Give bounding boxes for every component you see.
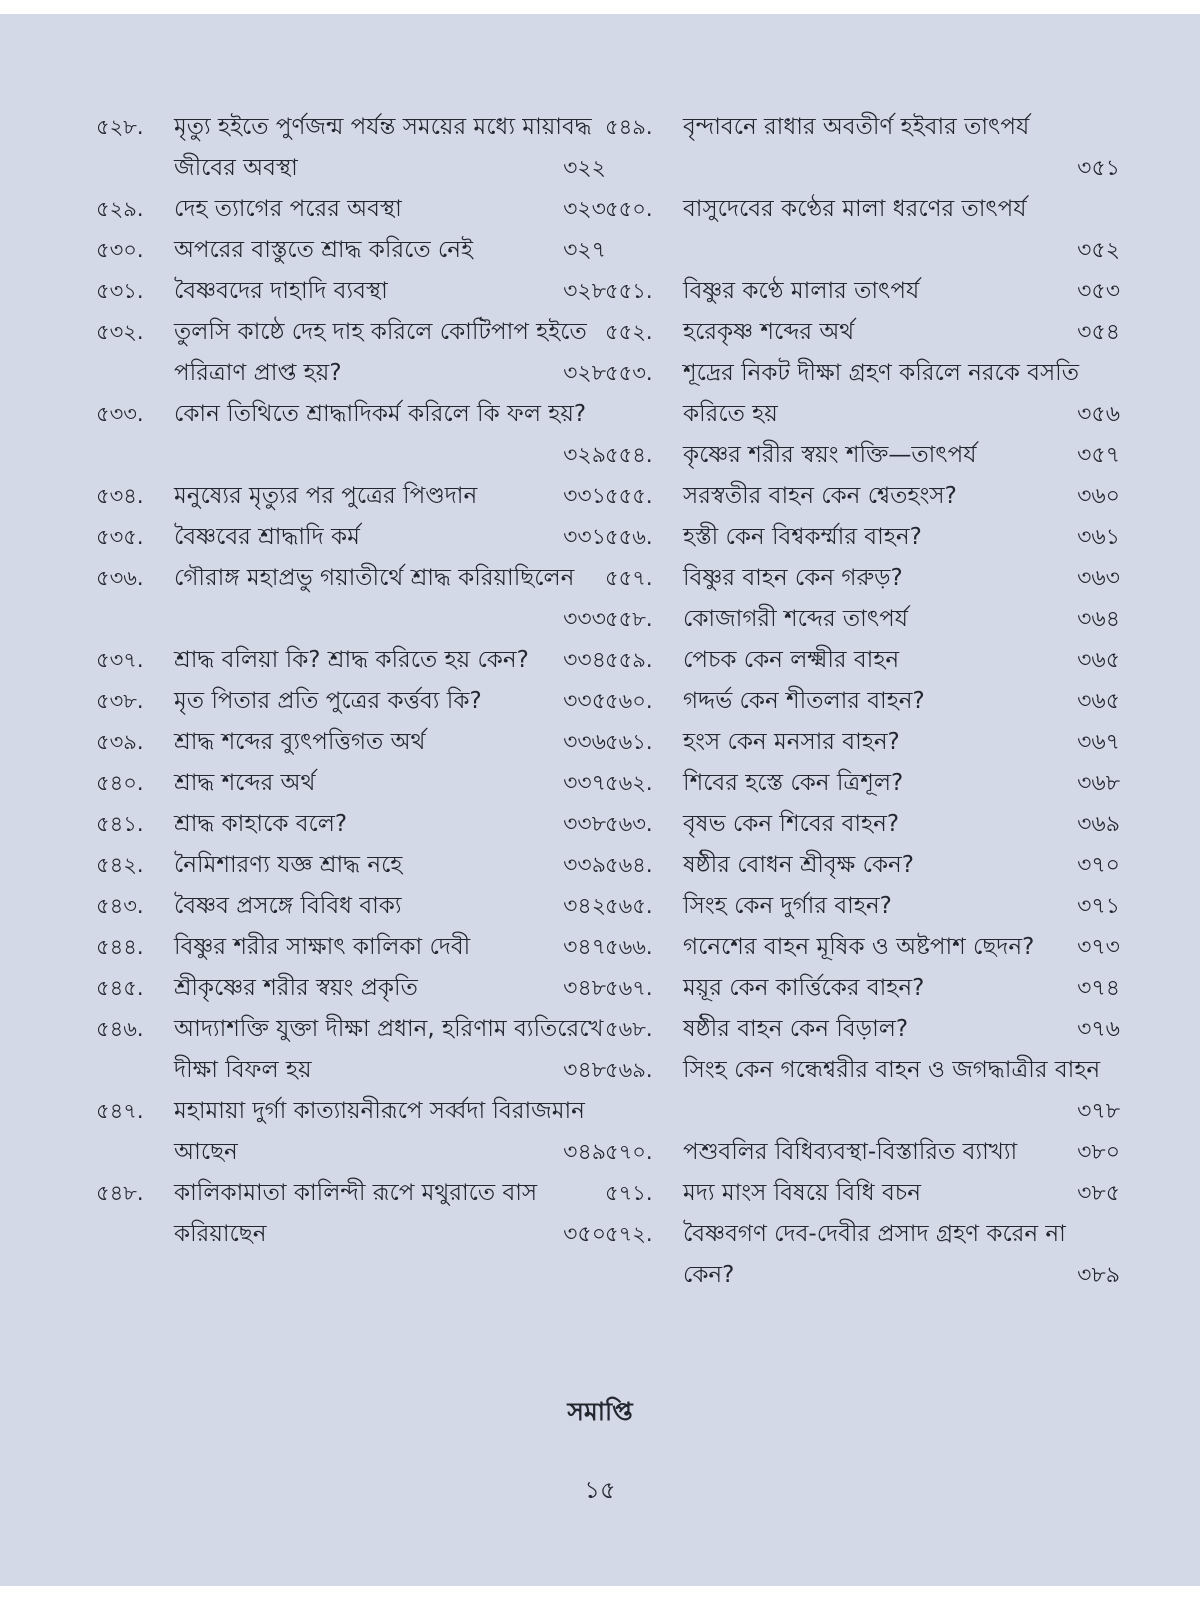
entry-title: শ্রাদ্ধ শব্দের অর্থ bbox=[174, 770, 316, 796]
entry-page: ৩৬০ bbox=[1077, 484, 1120, 509]
entry-page: ৩৩৪ bbox=[563, 648, 606, 673]
entry-number: ৫৬৭. bbox=[605, 976, 653, 1000]
toc-entry bbox=[605, 476, 1120, 517]
entry-number: ৫৬২. bbox=[605, 771, 653, 795]
toc-entry bbox=[96, 804, 606, 845]
toc-left-column bbox=[96, 107, 606, 1255]
toc-entry bbox=[96, 1091, 606, 1173]
toc-entry bbox=[605, 722, 1120, 763]
entry-page: ৩৪২ bbox=[563, 894, 606, 919]
entry-number: ৫৩৭. bbox=[96, 648, 144, 672]
entry-page: ৩৩৯ bbox=[563, 853, 606, 878]
toc-entry bbox=[96, 763, 606, 804]
entry-page: ৩৩১ bbox=[563, 484, 606, 509]
entry-number: ৫৩৫. bbox=[96, 525, 144, 549]
entry-title: পশুবলির বিধিব্যবস্থা-বিস্তারিত ব্যাখ্যা bbox=[683, 1139, 1018, 1165]
entry-number: ৫৪২. bbox=[96, 853, 144, 877]
toc-entry bbox=[96, 558, 606, 640]
toc-entry bbox=[605, 763, 1120, 804]
entry-number: ৫৫০. bbox=[605, 197, 653, 221]
entry-title: বাসুদেবের কণ্ঠের মালা ধরণের তাৎপর্য bbox=[683, 196, 1027, 222]
entry-number: ৫৪৯. bbox=[605, 115, 653, 139]
toc-entry bbox=[96, 312, 606, 394]
entry-title: মৃত্যু হইতে পুর্ণজন্ম পর্যন্ত সময়ের মধ্যে মায়াবদ্ধ জীবের অবস্থা bbox=[174, 114, 592, 181]
toc-entry bbox=[605, 927, 1120, 968]
toc-entry bbox=[605, 681, 1120, 722]
entry-title: বৈষ্ণবগণ দেব-দেবীর প্রসাদ গ্রহণ করেন না কেন? bbox=[683, 1221, 1066, 1288]
entry-title: শ্রাদ্ধ বলিয়া কি? শ্রাদ্ধ করিতে হয় কেন? bbox=[174, 647, 529, 673]
entry-number: ৫৬৯. bbox=[605, 1058, 653, 1082]
entry-page: ৩৩৭ bbox=[563, 771, 606, 796]
toc-entry bbox=[96, 476, 606, 517]
entry-page: ৩৩৫ bbox=[563, 689, 606, 714]
entry-number: ৫৪০. bbox=[96, 771, 144, 795]
entry-page: ৩২৯ bbox=[563, 443, 606, 468]
entry-page: ৩৪৭ bbox=[563, 935, 606, 960]
entry-page: ৩৪৮ bbox=[563, 976, 606, 1001]
entry-title: বিষ্ণুর শরীর সাক্ষাৎ কালিকা দেবী bbox=[174, 934, 471, 960]
toc-entry bbox=[605, 189, 1120, 271]
entry-title: বিষ্ণুর কণ্ঠে মালার তাৎপর্য bbox=[683, 278, 920, 304]
entry-number: ৫৫৭. bbox=[605, 566, 653, 590]
entry-number: ৫৫৬. bbox=[605, 525, 653, 549]
toc-entry bbox=[96, 927, 606, 968]
entry-title: মহামায়া দুর্গা কাত্যায়নীরূপে সর্ব্বদা বিরাজমান আছেন bbox=[174, 1098, 585, 1165]
entry-page: ৩৬৫ bbox=[1077, 689, 1120, 714]
entry-number: ৫৩৮. bbox=[96, 689, 144, 713]
entry-page: ৩৮০ bbox=[1077, 1140, 1120, 1165]
entry-title: গৌরাঙ্গ মহাপ্রভু গয়াতীর্থে শ্রাদ্ধ করিয়াছিলেন bbox=[174, 565, 575, 591]
entry-title: হস্তী কেন বিশ্বকর্ম্মার বাহন? bbox=[683, 524, 922, 550]
entry-title: বৃন্দাবনে রাধার অবতীর্ণ হইবার তাৎপর্য bbox=[683, 114, 1030, 140]
entry-number: ৫৭১. bbox=[605, 1181, 653, 1205]
entry-title: আদ্যাশক্তি যুক্তা দীক্ষা প্রধান, হরিণাম ব্যতিরেখে দীক্ষা বিফল হয় bbox=[174, 1016, 604, 1083]
toc-entry bbox=[96, 681, 606, 722]
entry-title: বৈষ্ণবদের দাহাদি ব্যবস্থা bbox=[174, 278, 388, 304]
entry-title: কোন তিথিতে শ্রাদ্ধাদিকর্ম করিলে কি ফল হয়? bbox=[174, 401, 587, 427]
entry-title: দেহ ত্যাগের পরের অবস্থা bbox=[174, 196, 402, 222]
entry-number: ৫৪৩. bbox=[96, 894, 144, 918]
entry-number: ৫৪৫. bbox=[96, 976, 144, 1000]
entry-page: ৩৫৪ bbox=[1077, 320, 1120, 345]
entry-page: ৩৫৭ bbox=[1077, 443, 1120, 468]
toc-entry bbox=[605, 312, 1120, 353]
toc-entry bbox=[96, 886, 606, 927]
entry-page: ৩৭৬ bbox=[1077, 1017, 1120, 1042]
entry-title: গনেশের বাহন মূষিক ও অষ্টপাশ ছেদন? bbox=[683, 934, 1035, 960]
entry-page: ৩৩৬ bbox=[563, 730, 606, 755]
toc-entry bbox=[96, 107, 606, 189]
toc-entry bbox=[605, 558, 1120, 599]
entry-number: ৫৩১. bbox=[96, 279, 144, 303]
entry-title: মনুষ্যের মৃত্যুর পর পুত্রের পিণ্ডদান bbox=[174, 483, 478, 509]
toc-entry bbox=[605, 1050, 1120, 1132]
entry-number: ৫৫২. bbox=[605, 320, 653, 344]
end-title: সমাপ্তি bbox=[567, 1397, 633, 1426]
toc-right-column bbox=[605, 107, 1120, 1296]
entry-title: মৃত পিতার প্রতি পুত্রের কর্ত্তব্য কি? bbox=[174, 688, 482, 714]
entry-title: শ্রাদ্ধ কাহাকে বলে? bbox=[174, 811, 348, 837]
entry-number: ৫৬৮. bbox=[605, 1017, 653, 1041]
entry-page: ৩৬৮ bbox=[1077, 771, 1120, 796]
entry-title: বৈষ্ণবের শ্রাদ্ধাদি কর্ম bbox=[174, 524, 360, 550]
toc-entry bbox=[605, 1214, 1120, 1296]
toc-entry bbox=[96, 394, 606, 476]
entry-title: ময়ূর কেন কার্ত্তিকের বাহন? bbox=[683, 975, 925, 1001]
entry-title: সিংহ কেন গন্ধেশ্বরীর বাহন ও জগদ্ধাত্রীর বাহন bbox=[683, 1057, 1101, 1083]
entry-page: ৩২২ bbox=[563, 156, 606, 181]
entry-page: ৩৭৩ bbox=[1077, 935, 1120, 960]
entry-page: ৩৭০ bbox=[1077, 853, 1120, 878]
toc-entry bbox=[96, 271, 606, 312]
toc-entry bbox=[605, 886, 1120, 927]
entry-title: সরস্বতীর বাহন কেন শ্বেতহংস? bbox=[683, 483, 957, 509]
entry-number: ৫৭০. bbox=[605, 1140, 653, 1164]
entry-page: ৩৪৮ bbox=[563, 1058, 606, 1083]
toc-entry bbox=[96, 1173, 606, 1255]
toc-entry bbox=[96, 189, 606, 230]
toc-entry bbox=[96, 722, 606, 763]
entry-number: ৫৩৪. bbox=[96, 484, 144, 508]
entry-number: ৫৫১. bbox=[605, 279, 653, 303]
entry-number: ৫৫৫. bbox=[605, 484, 653, 508]
entry-page: ৩৫১ bbox=[1077, 156, 1120, 181]
entry-title: তুলসি কাষ্ঠে দেহ দাহ করিলে কোটিপাপ হইতে পরিত্রাণ প্রাপ্ত হয়? bbox=[174, 319, 587, 386]
toc-entry bbox=[605, 599, 1120, 640]
entry-page: ৩৪৯ bbox=[563, 1140, 606, 1165]
entry-number: ৫৬৪. bbox=[605, 853, 653, 877]
entry-page: ৩৬৩ bbox=[1077, 566, 1120, 591]
toc-entry bbox=[605, 353, 1120, 435]
entry-page: ৩৩১ bbox=[563, 525, 606, 550]
entry-number: ৫৬০. bbox=[605, 689, 653, 713]
entry-title: সিংহ কেন দুর্গার বাহন? bbox=[683, 893, 892, 919]
entry-title: মদ্য মাংস বিষয়ে বিধি বচন bbox=[683, 1180, 921, 1206]
toc-entry bbox=[605, 435, 1120, 476]
entry-number: ৫৬৫. bbox=[605, 894, 653, 918]
entry-number: ৫৪৮. bbox=[96, 1181, 144, 1205]
entry-number: ৫৩২. bbox=[96, 320, 144, 344]
entry-number: ৫৩৬. bbox=[96, 566, 144, 590]
entry-number: ৫৫৮. bbox=[605, 607, 653, 631]
entry-title: অপরের বাস্তুতে শ্রাদ্ধ করিতে নেই bbox=[174, 237, 473, 263]
entry-page: ৩৬৫ bbox=[1077, 648, 1120, 673]
toc-entry bbox=[96, 968, 606, 1009]
entry-page: ৩২৭ bbox=[563, 238, 606, 263]
entry-number: ৫৪৪. bbox=[96, 935, 144, 959]
entry-number: ৫৩৩. bbox=[96, 402, 144, 426]
toc-entry bbox=[96, 230, 606, 271]
entry-page: ৩৭৪ bbox=[1077, 976, 1120, 1001]
entry-title: গদ্দর্ভ কেন শীতলার বাহন? bbox=[683, 688, 925, 714]
entry-number: ৫৫৯. bbox=[605, 648, 653, 672]
toc-entry bbox=[96, 640, 606, 681]
entry-page: ৩৬৯ bbox=[1077, 812, 1120, 837]
entry-number: ৫৬৩. bbox=[605, 812, 653, 836]
toc-entry bbox=[605, 271, 1120, 312]
entry-page: ৩৫২ bbox=[1077, 238, 1120, 263]
entry-number: ৫৩০. bbox=[96, 238, 144, 262]
entry-page: ৩৫৩ bbox=[1077, 279, 1120, 304]
entry-page: ৩৭৮ bbox=[1077, 1099, 1120, 1124]
entry-title: কালিকামাতা কালিন্দী রূপে মথুরাতে বাস করিয়াছেন bbox=[174, 1180, 538, 1247]
entry-number: ৫৬১. bbox=[605, 730, 653, 754]
entry-number: ৫২৮. bbox=[96, 115, 144, 139]
entry-page: ৩৬১ bbox=[1077, 525, 1120, 550]
entry-number: ৫৪৬. bbox=[96, 1017, 144, 1041]
entry-title: শূদ্রের নিকট দীক্ষা গ্রহণ করিলে নরকে বসতি করিতে হয় bbox=[683, 360, 1080, 427]
entry-number: ৫৬৬. bbox=[605, 935, 653, 959]
page-number: ১৫ bbox=[584, 1476, 616, 1504]
entry-title: শিবের হস্তে কেন ত্রিশূল? bbox=[683, 770, 904, 796]
entry-title: কৃষ্ণের শরীর স্বয়ং শক্তি—তাৎপর্য bbox=[683, 442, 977, 468]
entry-title: শ্রাদ্ধ শব্দের ব্যুৎপত্তিগত অর্থ bbox=[174, 729, 426, 755]
entry-title: কোজাগরী শব্দের তাৎপর্য bbox=[683, 606, 909, 632]
toc-entry bbox=[96, 1009, 606, 1091]
toc-entry bbox=[605, 517, 1120, 558]
entry-title: বিষ্ণুর বাহন কেন গরুড়? bbox=[683, 565, 903, 591]
entry-number: ৫৭২. bbox=[605, 1222, 653, 1246]
entry-number: ৫৩৯. bbox=[96, 730, 144, 754]
entry-page: ৩৮৫ bbox=[1077, 1181, 1120, 1206]
entry-title: বৈষ্ণব প্রসঙ্গে বিবিধ বাক্য bbox=[174, 893, 402, 919]
book-page bbox=[0, 14, 1200, 1586]
toc-entry bbox=[605, 968, 1120, 1009]
entry-number: ৫৪১. bbox=[96, 812, 144, 836]
entry-page: ৩৭১ bbox=[1077, 894, 1120, 919]
entry-page: ৩২৮ bbox=[563, 361, 606, 386]
entry-page: ৩৩৩ bbox=[563, 607, 606, 632]
entry-page: ৩২৩ bbox=[563, 197, 606, 222]
entry-page: ৩৬৭ bbox=[1077, 730, 1120, 755]
entry-page: ৩৩৮ bbox=[563, 812, 606, 837]
entry-page: ৩৬৪ bbox=[1077, 607, 1120, 632]
entry-page: ৩৫০ bbox=[563, 1222, 606, 1247]
toc-entry bbox=[605, 1009, 1120, 1050]
entry-title: ষষ্ঠীর বোধন শ্রীবৃক্ষ কেন? bbox=[683, 852, 914, 878]
entry-title: নৈমিশারণ্য যজ্ঞ শ্রাদ্ধ নহে bbox=[174, 852, 403, 878]
entry-page: ৩৫৬ bbox=[1077, 402, 1120, 427]
entry-number: ৫২৯. bbox=[96, 197, 144, 221]
toc-entry bbox=[605, 1173, 1120, 1214]
toc-entry bbox=[605, 845, 1120, 886]
toc-entry bbox=[605, 1132, 1120, 1173]
entry-title: হংস কেন মনসার বাহন? bbox=[683, 729, 900, 755]
entry-number: ৫৫৩. bbox=[605, 361, 653, 385]
toc-entry bbox=[96, 517, 606, 558]
entry-title: বৃষভ কেন শিবের বাহন? bbox=[683, 811, 900, 837]
entry-title: ষষ্ঠীর বাহন কেন বিড়াল? bbox=[683, 1016, 909, 1042]
toc-entry bbox=[96, 845, 606, 886]
toc-entry bbox=[605, 804, 1120, 845]
toc-entry bbox=[605, 107, 1120, 189]
entry-page: ৩২৮ bbox=[563, 279, 606, 304]
entry-title: পেচক কেন লক্ষ্মীর বাহন bbox=[683, 647, 900, 673]
entry-title: হরেকৃষ্ণ শব্দের অর্থ bbox=[683, 319, 855, 345]
entry-number: ৫৪৭. bbox=[96, 1099, 144, 1123]
entry-page: ৩৮৯ bbox=[1077, 1263, 1120, 1288]
entry-number: ৫৫৪. bbox=[605, 443, 653, 467]
entry-title: শ্রীকৃষ্ণের শরীর স্বয়ং প্রকৃতি bbox=[174, 975, 418, 1001]
toc-entry bbox=[605, 640, 1120, 681]
